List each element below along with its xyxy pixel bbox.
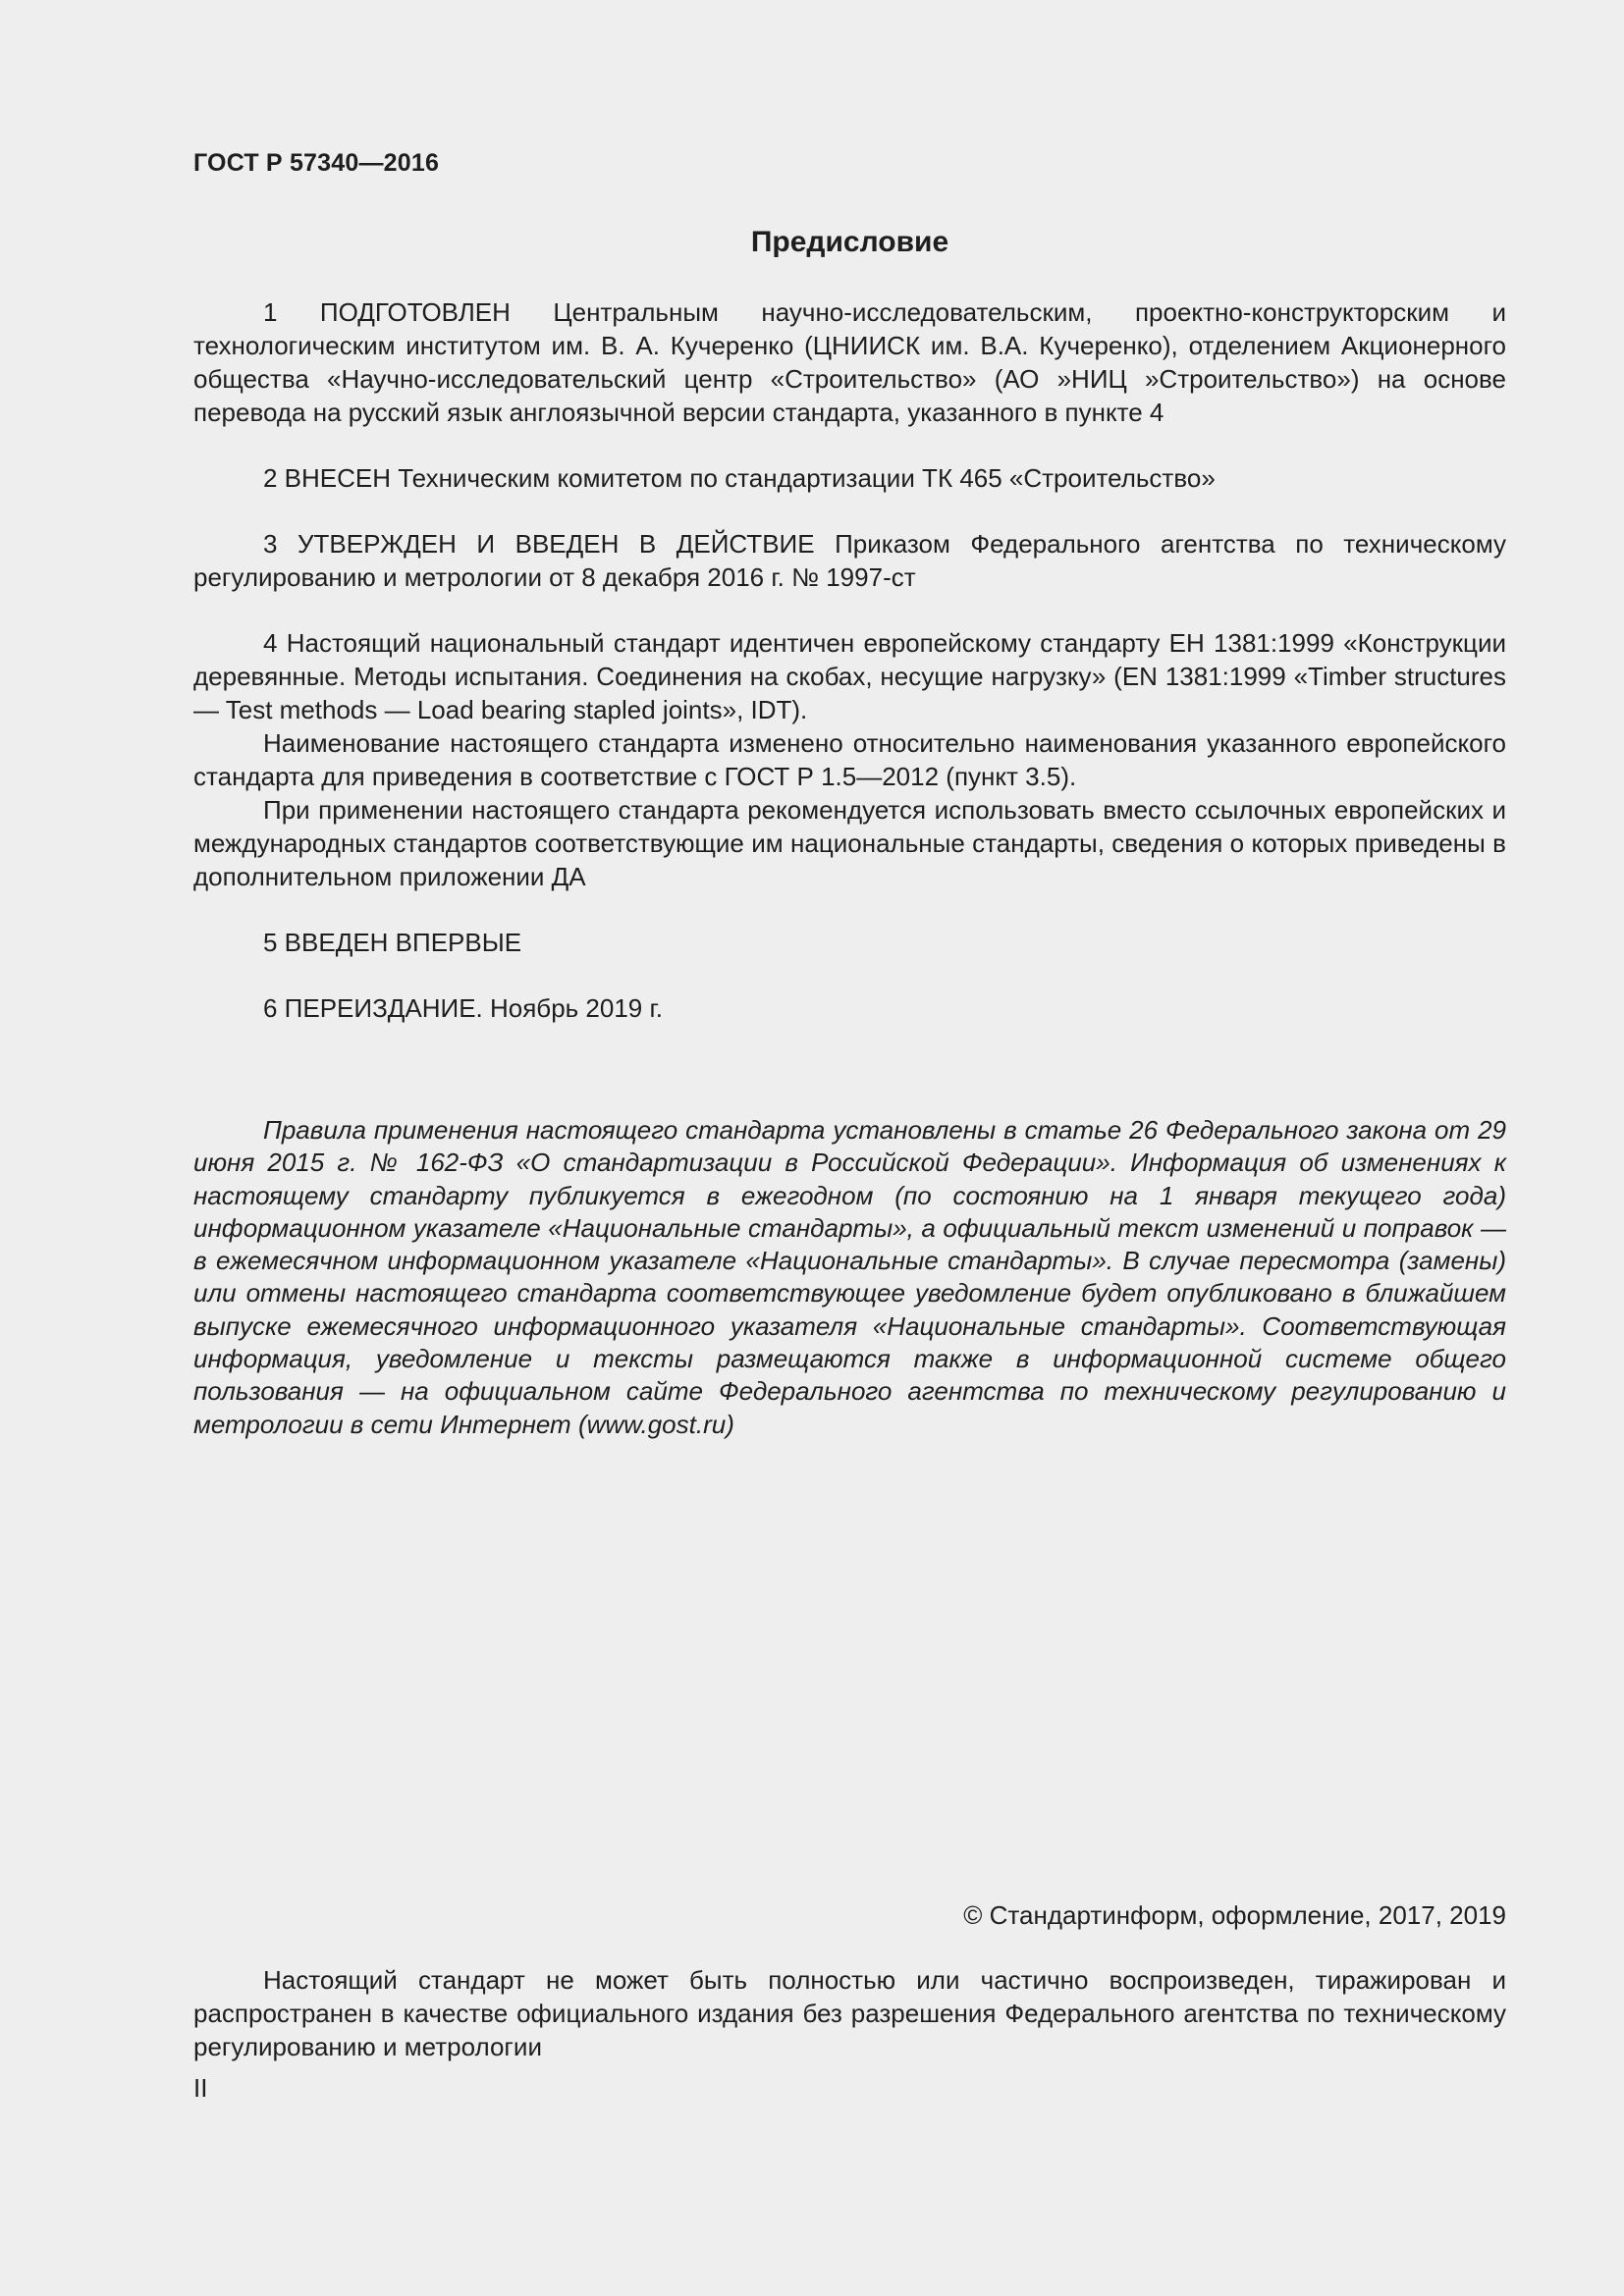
document-page: [193, 0, 1506, 2296]
foreword-item-5: 5 ВВЕДЕН ВПЕРВЫЕ: [263, 928, 522, 957]
foreword-item-4-references-note: При применении настоящего стандарта рекомендуется использовать вместо ссылочных европейских и международных стандартов соответствующие им национальные стандарты, сведения о которых приведены в дополнительном приложении ДА: [193, 795, 1506, 891]
foreword-item-1: 1 ПОДГОТОВЛЕН Центральным научно-исследовательским, проектно-конструкторским и технологическим институтом им. В. А. Кучеренко (ЦНИИСК им. В.А. Кучеренко), отделением Акционерного общества «Научно-исследовательский центр «Строительство» (АО »НИЦ »Строительство») на основе перевода на русский язык англоязычной версии стандарта, указанного в пункте 4: [193, 297, 1506, 427]
document-code: ГОСТ Р 57340—2016: [193, 149, 440, 177]
foreword-item-4: 4 Настоящий национальный стандарт идентичен европейскому стандарту ЕН 1381:1999 «Конструкции деревянные. Методы испытания. Соединения на скобах, несущие нагрузку» (EN 1381:1999 «Timber structures — Test methods — Load bearing stapled joints», IDT).: [193, 628, 1506, 724]
page-title: Предисловие: [750, 226, 949, 258]
reproduction-rights-note: Настоящий стандарт не может быть полностью или частично воспроизведен, тиражирован и распространен в качестве официального издания без разрешения Федерального агентства по техническому регулированию и метрологии: [193, 1965, 1506, 2061]
page-number: II: [193, 2073, 208, 2103]
foreword-item-2: 2 ВНЕСЕН Техническим комитетом по стандартизации ТК 465 «Строительство»: [263, 463, 1216, 493]
foreword-item-3: 3 УТВЕРЖДЕН И ВВЕДЕН В ДЕЙСТВИЕ Приказом Федерального агентства по техническому регулированию и метрологии от 8 декабря 2016 г. № 1997-ст: [193, 529, 1506, 592]
foreword-item-4-naming-note: Наименование настоящего стандарта изменено относительно наименования указанного европейского стандарта для приведения в соответствие с ГОСТ Р 1.5—2012 (пункт 3.5).: [193, 728, 1506, 791]
foreword-item-6: 6 ПЕРЕИЗДАНИЕ. Ноябрь 2019 г.: [263, 993, 664, 1023]
application-rules-notice: Правила применения настоящего стандарта установлены в статье 26 Федерального закона от 29 июня 2015 г. № 162-ФЗ «О стандартизации в Российской Федерации». Информация об изменениях к настоящему стандарту публикуется в ежегодном (по состоянию на 1 января текущего года) информационном указателе «Национальные стандарты», а официальный текст изменений и поправок — в ежемесячном информационном указателе «Национальные стандарты». В случае пересмотра (замены) или отмены настоящего стандарта соответствующее уведомление будет опубликовано в ближайшем выпуске ежемесячного информационного указателя «Национальные стандарты». Соответствующая информация, уведомление и тексты размещаются также в информационной системе общего пользования — на официальном сайте Федерального агентства по техническому регулированию и метрологии в сети Интернет (www.gost.ru): [193, 1115, 1506, 1439]
copyright-line: © Стандартинформ, оформление, 2017, 2019: [963, 1900, 1506, 1930]
foreword-body: [193, 295, 1506, 1025]
